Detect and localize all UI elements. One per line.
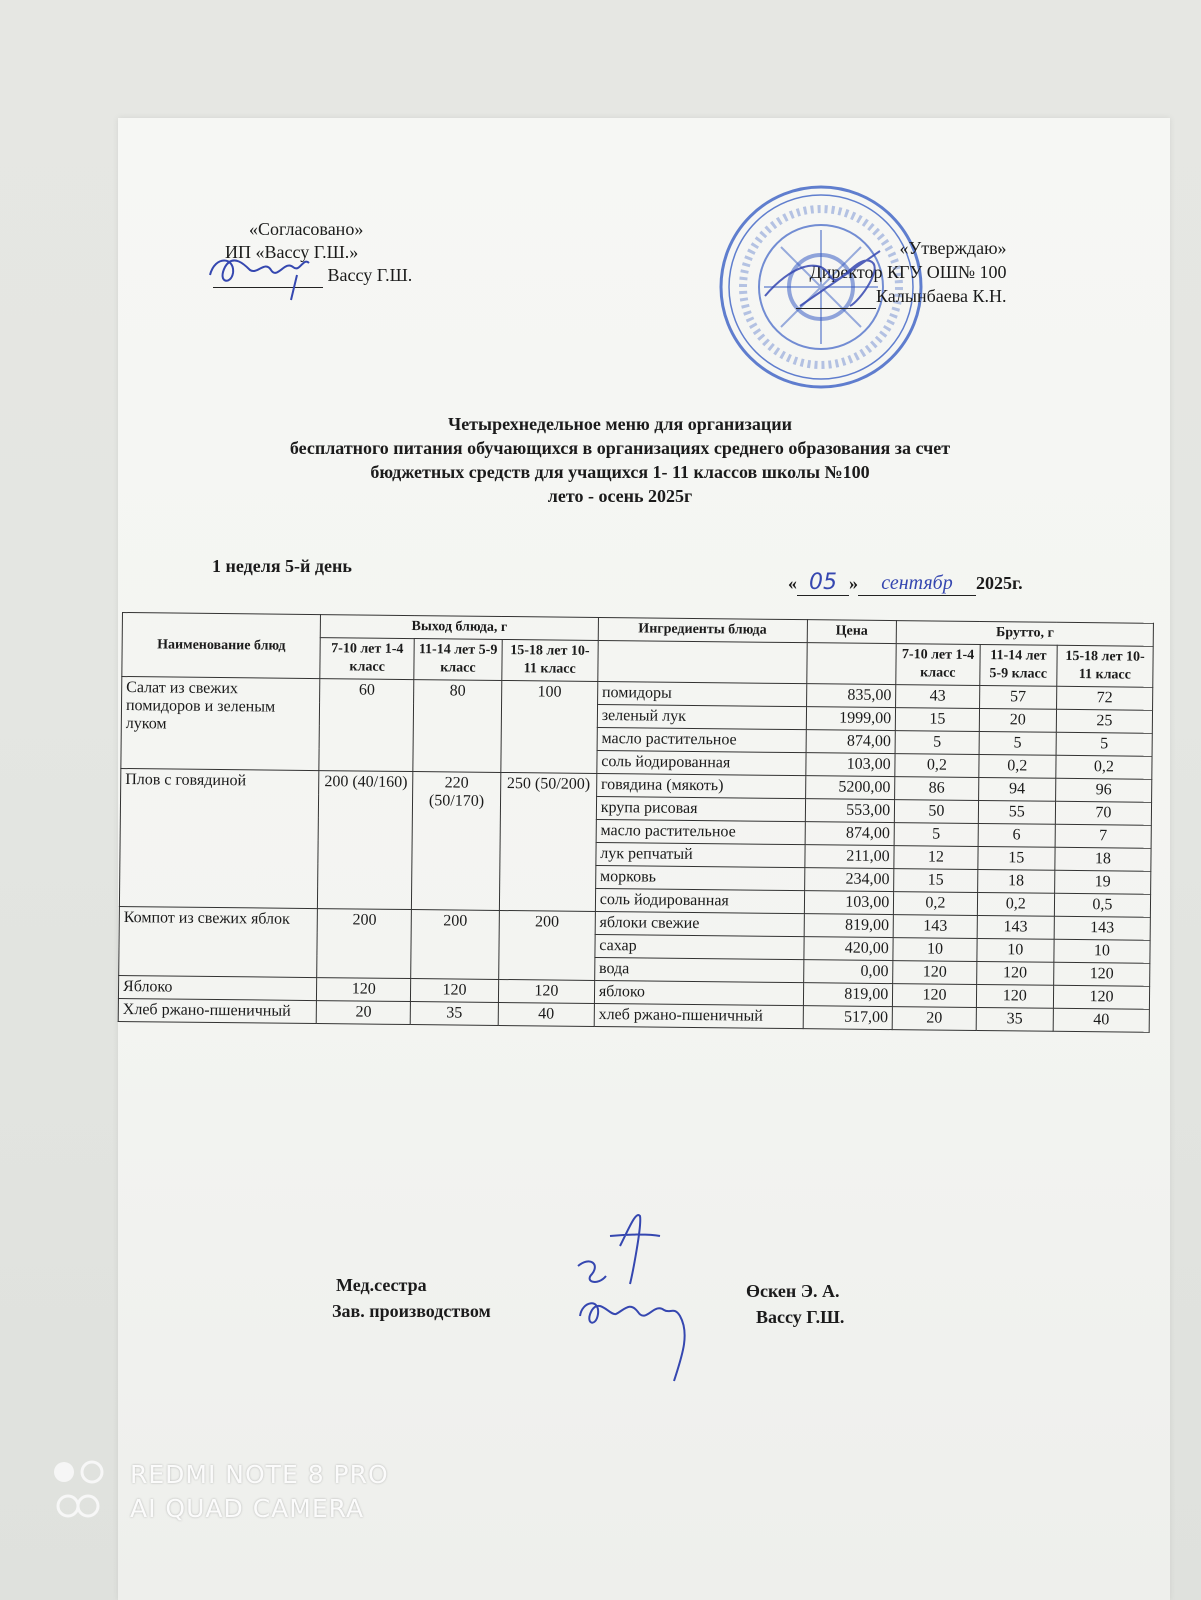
- ingredient-gross: 43: [896, 685, 980, 709]
- ingredient-gross: 86: [895, 777, 979, 801]
- ingredient-gross: 0,2: [1056, 755, 1152, 779]
- date-year: 2025г.: [976, 573, 1023, 593]
- ingredient-gross: 50: [895, 800, 979, 824]
- ingredient-gross: 40: [1053, 1008, 1149, 1032]
- title-line-1: Четырехнедельное меню для организации: [447, 414, 793, 434]
- ingredient-gross: 0,2: [894, 892, 978, 916]
- date-close-quote: »: [849, 573, 858, 593]
- ingredient-name: помидоры: [597, 681, 806, 706]
- ingredient-gross: 0,2: [979, 754, 1056, 778]
- ingredient-gross: 120: [1054, 962, 1150, 986]
- ingredient-gross: 5: [979, 731, 1056, 755]
- ingredient-gross: 120: [893, 961, 977, 985]
- ingredient-gross: 94: [978, 777, 1055, 801]
- ingredient-name: масло растительное: [597, 727, 806, 752]
- header-output-age-3: 15-18 лет 10-11 класс: [502, 639, 598, 681]
- ingredient-gross: 15: [978, 846, 1055, 870]
- manager-role: Зав. производством: [332, 1301, 491, 1321]
- ingredient-gross: 120: [976, 961, 1053, 985]
- ingredient-gross: 0,2: [977, 892, 1054, 916]
- ingredient-name: яблоко: [594, 980, 803, 1005]
- header-blank: [598, 640, 807, 683]
- ingredient-price: 874,00: [805, 822, 895, 846]
- header-dish: Наименование блюд: [122, 613, 321, 679]
- ingredient-gross: 15: [894, 869, 978, 893]
- camera-watermark-icon: [52, 1460, 112, 1520]
- dish-output: 200: [411, 910, 499, 980]
- ingredient-gross: 72: [1056, 686, 1152, 710]
- ingredient-price: 420,00: [803, 937, 893, 961]
- agreed-org: ИП «Вассу Г.Ш.»: [225, 242, 359, 262]
- ingredient-gross: 7: [1055, 824, 1151, 848]
- title-line-4: лето - осень 2025г: [547, 486, 693, 506]
- dish-output: 250 (50/200): [499, 772, 596, 911]
- ingredient-gross: 10: [1054, 939, 1150, 963]
- title-line-2: бесплатного питания обучающихся в организациях среднего образования за счет: [289, 438, 951, 458]
- agreed-label: «Согласовано»: [249, 219, 364, 239]
- dish-name: Плов с говядиной: [119, 768, 319, 908]
- ingredient-name: зеленый лук: [597, 704, 806, 729]
- approve-position: Директор КГУ ОШ№ 100: [809, 262, 1007, 282]
- ingredient-gross: 120: [893, 984, 977, 1008]
- nurse-name: Өскен Э. А.: [746, 1281, 840, 1301]
- ingredient-gross: 35: [976, 1007, 1053, 1031]
- dish-output: 100: [501, 680, 598, 773]
- dish-output: 120: [498, 979, 594, 1003]
- header-output-age-2: 11-14 лет 5-9 класс: [414, 639, 502, 681]
- ingredient-gross: 12: [894, 846, 978, 870]
- dish-output: 200: [498, 910, 595, 980]
- dish-output: 200 (40/160): [318, 771, 413, 910]
- dish-output: 35: [410, 1002, 498, 1026]
- dish-output: 80: [413, 680, 502, 773]
- week-day: 1 неделя 5-й день: [212, 556, 352, 576]
- menu-table-body: [118, 677, 1153, 1033]
- ingredient-price: 874,00: [806, 730, 896, 754]
- ingredient-gross: 5: [1056, 732, 1152, 756]
- dish-name: Компот из свежих яблок: [119, 906, 318, 977]
- ingredient-name: соль йодированная: [597, 750, 806, 775]
- director-signature: [760, 246, 900, 316]
- ingredient-gross: 20: [979, 708, 1056, 732]
- ingredient-gross: 18: [1055, 847, 1151, 871]
- approve-label: «Утверждаю»: [899, 238, 1007, 258]
- ingredient-gross: 0,2: [895, 754, 979, 778]
- ingredient-name: масло растительное: [596, 819, 805, 844]
- ingredient-name: сахар: [595, 934, 804, 959]
- ingredient-gross: 10: [977, 938, 1054, 962]
- ingredient-gross: 96: [1056, 778, 1152, 802]
- ingredient-gross: 57: [979, 685, 1056, 709]
- ingredient-gross: 25: [1056, 709, 1152, 733]
- ingredient-price: 819,00: [804, 914, 894, 938]
- dish-output: 40: [498, 1002, 594, 1026]
- ingredient-gross: 120: [1053, 985, 1149, 1009]
- header-price: Цена: [807, 620, 897, 644]
- ingredient-price: 835,00: [806, 684, 896, 708]
- watermark-line-1: REDMI NOTE 8 PRO: [130, 1460, 389, 1489]
- date-open-quote: «: [788, 573, 797, 593]
- approve-name: Калынбаева К.Н.: [876, 286, 1007, 306]
- dish-output: 200: [317, 909, 412, 979]
- dish-output: 20: [316, 1001, 410, 1025]
- dish-output: 220 (50/170): [412, 772, 501, 911]
- ingredient-name: лук репчатый: [596, 842, 805, 867]
- ingredient-name: крупа рисовая: [596, 796, 805, 821]
- document-date: [788, 570, 1023, 596]
- manager-name: Вассу Г.Ш.: [756, 1307, 845, 1327]
- ingredient-price: 103,00: [804, 891, 894, 915]
- ingredient-price: 553,00: [805, 799, 895, 823]
- header-output: Выход блюда, г: [321, 615, 599, 641]
- ingredient-gross: 5: [895, 731, 979, 755]
- ingredient-gross: 15: [896, 708, 980, 732]
- ingredient-name: говядина (мякоть): [596, 773, 805, 798]
- menu-table: [118, 612, 1154, 1033]
- ingredient-gross: 55: [978, 800, 1055, 824]
- nurse-role: Мед.сестра: [336, 1275, 427, 1295]
- ingredient-gross: 19: [1055, 870, 1151, 894]
- ingredient-price: 211,00: [804, 845, 894, 869]
- header-gross: Брутто, г: [896, 621, 1153, 647]
- ingredient-price: 819,00: [803, 983, 893, 1007]
- ingredient-price: 517,00: [803, 1006, 893, 1030]
- header-blank: [806, 643, 896, 685]
- date-month: сентябр: [858, 572, 976, 596]
- watermark-line-2: AI QUAD CAMERA: [130, 1494, 365, 1523]
- header-ingredients: Ингредиенты блюда: [598, 617, 807, 642]
- date-day: 05: [797, 570, 849, 596]
- dish-output: 120: [317, 978, 411, 1002]
- ingredient-gross: 0,5: [1054, 893, 1150, 917]
- agreed-signature: [205, 245, 315, 305]
- ingredient-gross: 18: [977, 869, 1054, 893]
- ingredient-gross: 143: [977, 915, 1054, 939]
- ingredient-gross: 6: [978, 823, 1055, 847]
- agreed-name: Вассу Г.Ш.: [327, 265, 413, 285]
- ingredient-gross: 5: [894, 823, 978, 847]
- document-title: [220, 412, 1020, 508]
- ingredient-gross: 120: [976, 984, 1053, 1008]
- ingredient-name: хлеб ржано-пшеничный: [594, 1003, 803, 1028]
- ingredient-name: вода: [594, 957, 803, 982]
- ingredient-gross: 143: [893, 915, 977, 939]
- ingredient-name: морковь: [595, 865, 804, 890]
- ingredient-gross: 70: [1055, 801, 1151, 825]
- ingredient-price: 0,00: [803, 960, 893, 984]
- ingredient-name: соль йодированная: [595, 888, 804, 913]
- ingredient-gross: 20: [892, 1007, 976, 1031]
- title-line-3: бюджетных средств для учащихся 1- 11 классов школы №100: [370, 462, 870, 482]
- camera-watermark: [130, 1458, 389, 1526]
- ingredient-price: 103,00: [805, 753, 895, 777]
- dish-name: Яблоко: [118, 975, 316, 1000]
- header-gross-age-1: 7-10 лет 1-4 класс: [896, 644, 980, 686]
- ingredient-gross: 143: [1054, 916, 1150, 940]
- header-gross-age-2: 11-14 лет 5-9 класс: [979, 644, 1057, 686]
- footer-roles: [332, 1272, 491, 1324]
- footer-signature: [570, 1206, 710, 1386]
- ingredient-price: 5200,00: [805, 776, 895, 800]
- dish-output: 120: [411, 979, 499, 1003]
- header-output-age-1: 7-10 лет 1-4 класс: [320, 638, 414, 680]
- ingredient-name: яблоки свежие: [595, 911, 804, 936]
- ingredient-price: 1999,00: [806, 707, 896, 731]
- ingredient-gross: 10: [893, 938, 977, 962]
- dish-name: Салат из свежих помидоров и зеленым луком: [121, 677, 320, 771]
- header-gross-age-3: 15-18 лет 10-11 класс: [1057, 645, 1153, 687]
- ingredient-price: 234,00: [804, 868, 894, 892]
- dish-name: Хлеб ржано-пшеничный: [118, 998, 316, 1023]
- dish-output: 60: [319, 679, 414, 772]
- footer-names: [746, 1278, 844, 1330]
